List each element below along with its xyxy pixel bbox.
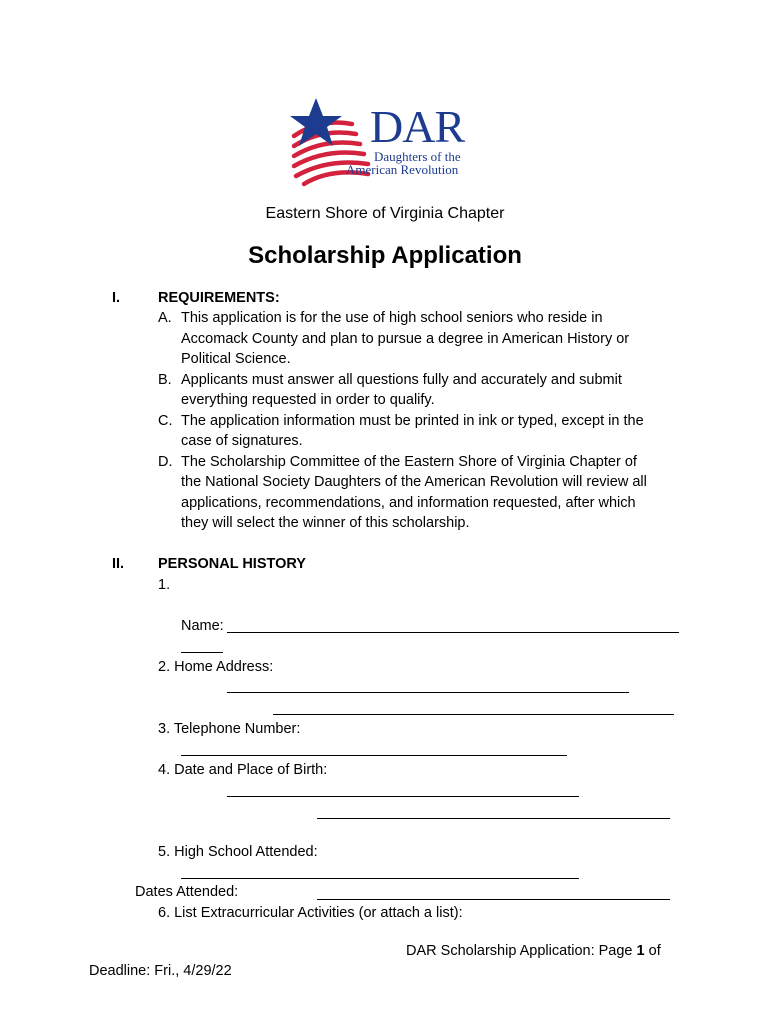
page-footer <box>406 941 661 962</box>
logo-abbr: DAR <box>370 101 465 152</box>
home-address-label: 2. Home Address: <box>158 659 274 675</box>
birth-field-line2[interactable] <box>317 818 670 819</box>
high-school-label: 5. High School Attended: <box>158 844 318 860</box>
deadline-text: Deadline: Fri., 4/29/22 <box>89 963 232 979</box>
page-title: Scholarship Application <box>248 242 522 269</box>
dar-logo <box>290 96 490 188</box>
name-label: Name: <box>181 618 224 634</box>
page-suffix: of <box>644 943 661 959</box>
req-b-letter: B. <box>158 372 172 388</box>
chapter-name: Eastern Shore of Virginia Chapter <box>265 205 505 222</box>
item1-number: 1. <box>158 577 171 593</box>
section2-heading: PERSONAL HISTORY <box>158 556 306 572</box>
req-d-line4: they will select the winner of this scholarship. <box>181 515 470 531</box>
high-school-field-line[interactable] <box>181 878 579 879</box>
section1-numeral: I. <box>112 290 121 306</box>
name-field-line-cont[interactable] <box>181 652 223 653</box>
req-d-line3: applications, recommendations, and information requested, after which <box>181 495 636 511</box>
req-d-line1: The Scholarship Committee of the Eastern Shore of Virginia Chapter of <box>181 454 637 470</box>
address-field-line1[interactable] <box>227 692 629 693</box>
req-a-line1: This application is for the use of high school seniors who reside in <box>181 310 603 326</box>
logo-line2: American Revolution <box>346 162 459 177</box>
birth-label: 4. Date and Place of Birth: <box>158 762 328 778</box>
telephone-label: 3. Telephone Number: <box>158 721 301 737</box>
dates-attended-field-line[interactable] <box>317 899 670 900</box>
dates-attended-label: Dates Attended: <box>135 884 239 900</box>
req-b-line1: Applicants must answer all questions fully and accurately and submit <box>181 372 622 388</box>
req-a-letter: A. <box>158 310 172 326</box>
telephone-field-line[interactable] <box>181 755 567 756</box>
req-d-line2: the National Society Daughters of the American Revolution will review all <box>181 474 647 490</box>
logo-line1: Daughters of the <box>374 149 461 164</box>
name-field-line[interactable] <box>227 632 679 633</box>
req-a-line3: Political Science. <box>181 351 291 367</box>
section1-heading: REQUIREMENTS: <box>158 290 280 306</box>
req-b-line2: everything requested in order to qualify. <box>181 392 435 408</box>
req-a-line2: Accomack County and plan to pursue a degree in American History or <box>181 331 630 347</box>
req-c-letter: C. <box>158 413 173 429</box>
section2-numeral: II. <box>112 556 125 572</box>
req-c-line1: The application information must be printed in ink or typed, except in the <box>181 413 644 429</box>
birth-field-line1[interactable] <box>227 796 579 797</box>
req-d-letter: D. <box>158 454 173 470</box>
page-number: 1 <box>636 943 645 959</box>
page-prefix: DAR Scholarship Application: Page <box>406 943 637 959</box>
extracurricular-label: 6. List Extracurricular Activities (or attach a list): <box>158 905 463 921</box>
req-c-line2: case of signatures. <box>181 433 303 449</box>
address-field-line2[interactable] <box>273 714 674 715</box>
